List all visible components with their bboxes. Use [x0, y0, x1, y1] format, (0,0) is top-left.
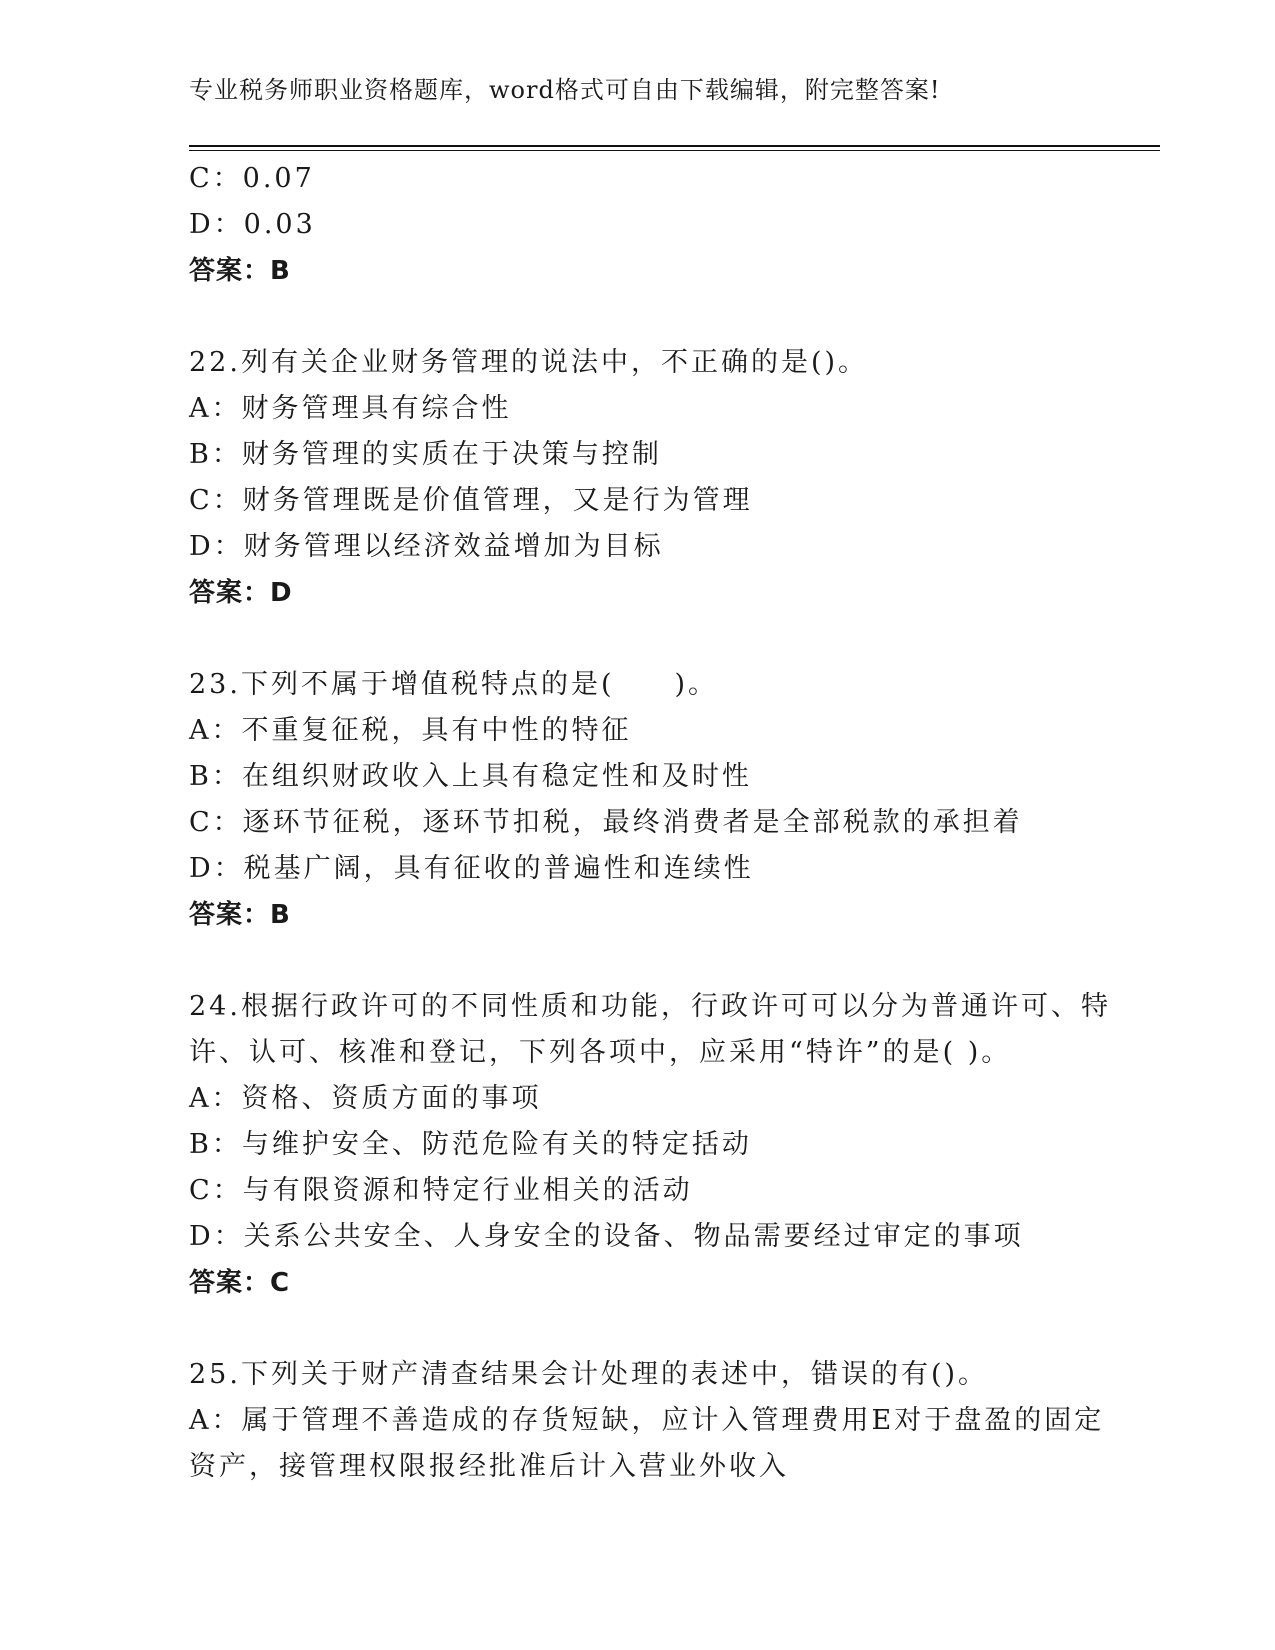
option-c: C：逐环节征税，逐环节扣税，最终消费者是全部税款的承担着	[189, 807, 1023, 838]
question-content	[189, 156, 1111, 1490]
answer-line: 答案：C	[189, 1268, 291, 1298]
spacer	[189, 616, 1089, 662]
option-b: B：与维护安全、防范危险有关的特定括动	[189, 1129, 752, 1160]
option-d: D：财务管理以经济效益增加为目标	[189, 531, 664, 562]
page-header: 专业税务师职业资格题库，word格式可自由下载编辑，附完整答案!	[189, 76, 941, 104]
answer-line: 答案：D	[189, 578, 293, 608]
question-stem-continued: 许、认可、核准和登记，下列各项中，应采用“特许”的是( )。	[189, 1037, 1012, 1068]
option-a: A：不重复征税，具有中性的特征	[189, 715, 632, 746]
answer-line: 答案：B	[189, 256, 291, 286]
header-rule-thick	[189, 145, 1160, 147]
option-a-continued: 资产，接管理权限报经批准后计入营业外收入	[189, 1451, 789, 1482]
option-c: C：与有限资源和特定行业相关的活动	[189, 1175, 693, 1206]
option-d: D：0.03	[189, 209, 316, 240]
option-d: D：税基广阔，具有征收的普遍性和连续性	[189, 853, 754, 884]
question-stem: 24.根据行政许可的不同性质和功能，行政许可可以分为普通许可、特	[189, 991, 1111, 1022]
spacer	[189, 938, 1089, 984]
spacer	[189, 294, 1089, 340]
question-stem: 22.列有关企业财务管理的说法中，不正确的是()。	[189, 347, 869, 378]
header-rule-thin	[189, 150, 1160, 151]
option-a: A：资格、资质方面的事项	[189, 1083, 542, 1114]
option-b: B：在组织财政收入上具有稳定性和及时性	[189, 761, 752, 792]
option-b: B：财务管理的实质在于决策与控制	[189, 439, 662, 470]
option-c: C：0.07	[189, 163, 315, 194]
option-a: A：财务管理具有综合性	[189, 393, 512, 424]
question-stem: 25.下列关于财产清查结果会计处理的表述中，错误的有()。	[189, 1359, 989, 1390]
option-a: A：属于管理不善造成的存货短缺，应计入管理费用E对于盘盈的固定	[189, 1405, 1105, 1436]
option-d: D：关系公共安全、人身安全的设备、物品需要经过审定的事项	[189, 1221, 1024, 1252]
option-c: C：财务管理既是价值管理，又是行为管理	[189, 485, 753, 516]
answer-line: 答案：B	[189, 900, 291, 930]
question-stem: 23.下列不属于增值税特点的是( )。	[189, 669, 719, 700]
spacer	[189, 1306, 1089, 1352]
